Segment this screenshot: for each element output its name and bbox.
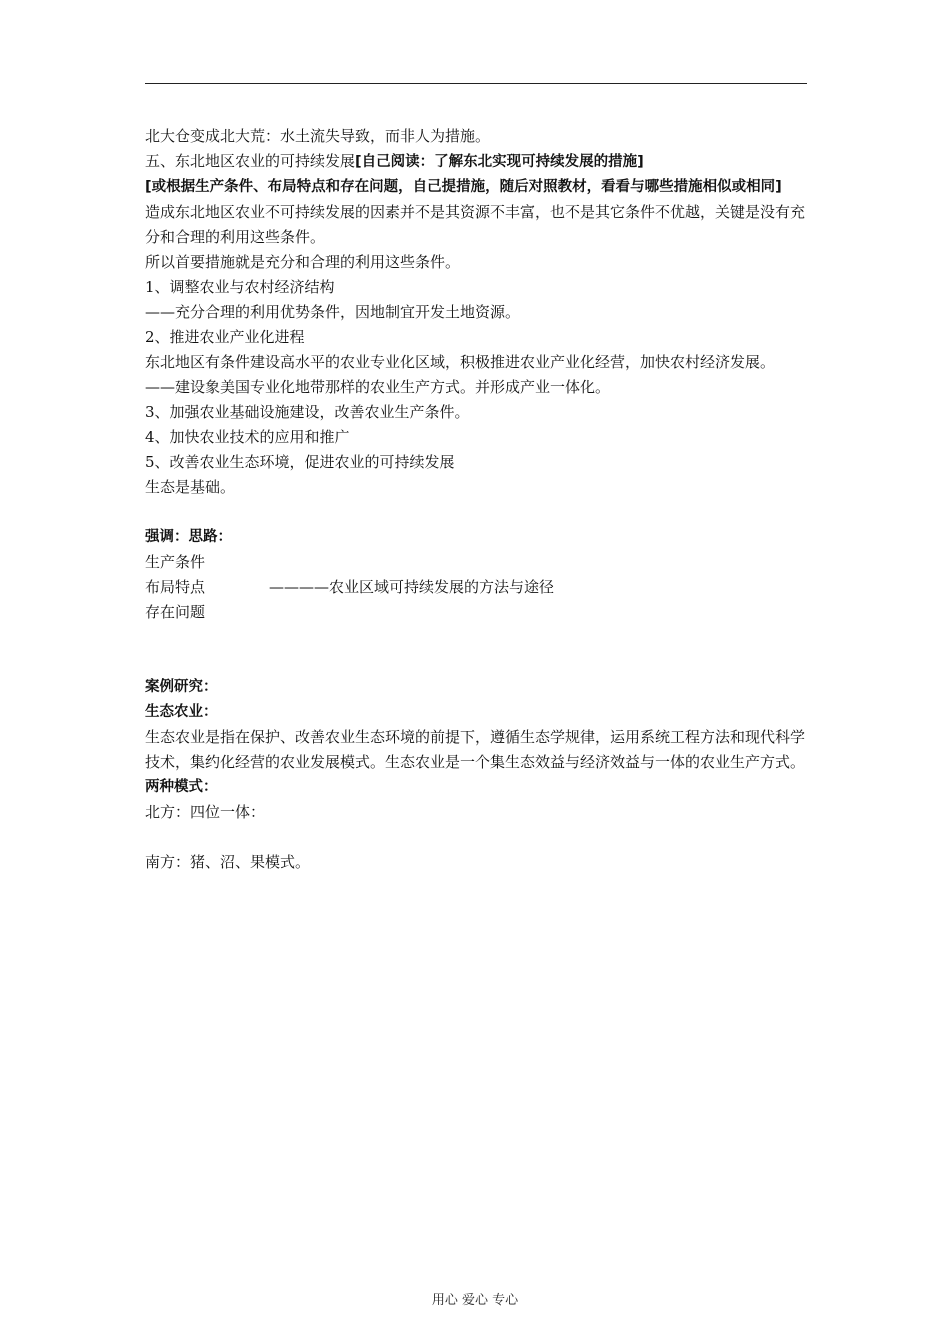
measure-3: 3、加强农业基础设施建设，改善农业生产条件。 [145,403,470,421]
spacer [145,650,807,675]
measure-2: 2、推进农业产业化进程 [145,328,305,346]
spacer [145,500,807,525]
spacer [145,825,807,850]
eco-agriculture-description: 生态农业是指在保护、改善农业生态环境的前提下，遵循生态学规律，运用系统工程方法和现代科学技术，集约化经营的农业发展模式。生态农业是一个集生态效益与经济效益与一体的农业生产方式。 [145,728,806,771]
thinking-heading: 强调：思路： [145,529,232,545]
section-reading-note: [自己阅读：了解东北实现可持续发展的措施] [355,154,644,170]
measure-4: 4、加快农业技术的应用和推广 [145,428,350,446]
measure-5: 5、改善农业生态环境，促进农业的可持续发展 [145,453,455,471]
case-study-heading: 案例研究： [145,679,218,695]
document-body [145,124,807,875]
measure-2-note: ——建设象美国专业化地带那样的农业生产方式。并形成产业一体化。 [145,378,611,396]
measure-2-detail: 东北地区有条件建设高水平的农业专业化区域，积极推进农业产业化经营，加快农村经济发展。 [145,353,776,371]
mode-north: 北方：四位一体： [145,803,266,821]
mode-south: 南方：猪、沼、果模式。 [145,853,311,871]
paragraph-causes: 造成东北地区农业不可持续发展的因素并不是其资源不丰富，也不是其它条件不优越，关键是没有充分和合理的利用这些条件。 [145,203,806,246]
thinking-item-layout-row [145,575,807,600]
measure-1-detail: ——充分合理的利用优势条件，因地制宜开发土地资源。 [145,303,521,321]
paragraph-primary-measure: 所以首要措施就是充分和合理的利用这些条件。 [145,253,461,271]
thinking-item-layout: 布局特点 [145,578,206,596]
section-heading-sustainable [145,149,807,175]
header-rule [145,83,807,84]
page-footer: 用心 爱心 专心 [431,1293,519,1308]
thinking-conclusion: ————农业区域可持续发展的方法与途径 [269,578,555,596]
thinking-item-production: 生产条件 [145,553,206,571]
paragraph-northeast-wasteland: 北大仓变成北大荒：水土流失导致，而非人为措施。 [145,127,491,145]
spacer [145,625,807,650]
thinking-item-problems: 存在问题 [145,603,206,621]
instruction-note: [或根据生产条件、布局特点和存在问题，自己提措施，随后对照教材，看看与哪些措施相似或相同] [145,179,782,195]
ecology-foundation: 生态是基础。 [145,478,236,496]
measure-1: 1、调整农业与农村经济结构 [145,278,335,296]
eco-agriculture-heading: 生态农业： [145,704,218,720]
section-title: 五、东北地区农业的可持续发展 [145,152,356,170]
modes-heading: 两种模式： [145,779,218,795]
